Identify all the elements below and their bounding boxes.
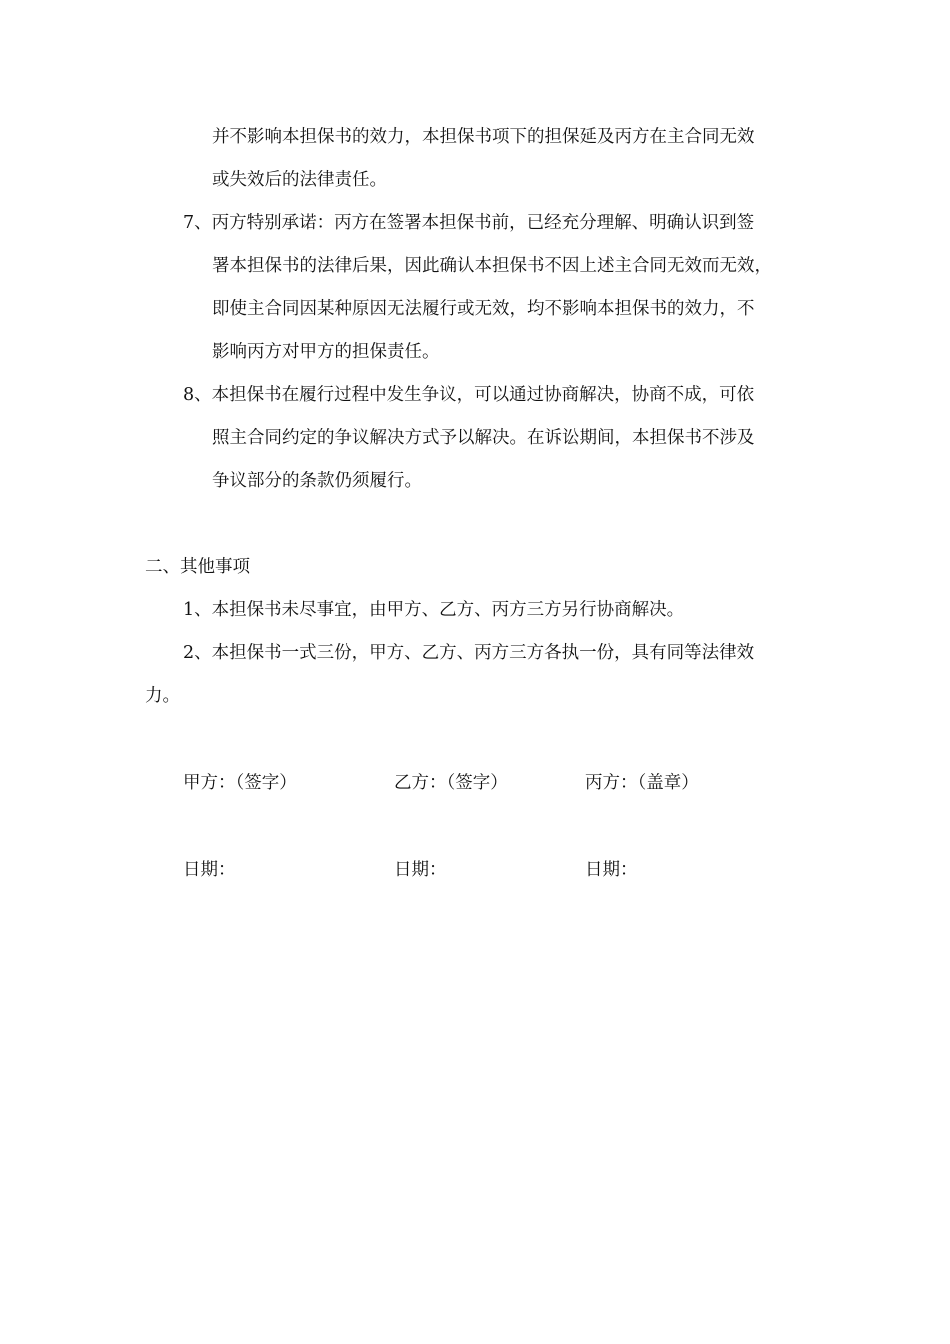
party-c-date-label: 日期： (585, 860, 638, 880)
clause-7-line-3: 即使主合同因某种原因无法履行或无效，均不影响本担保书的效力，不 (212, 299, 755, 319)
clause-8-line-1: 8、本担保书在履行过程中发生争议，可以通过协商解决，协商不成，可依 (183, 385, 755, 405)
party-c-seal-label: 丙方：（盖章） (585, 773, 699, 793)
clause-continuation-line-1: 并不影响本担保书的效力，本担保书项下的担保延及丙方在主合同无效 (212, 127, 755, 147)
section-2-heading: 二、其他事项 (145, 557, 250, 577)
clause-7-line-4: 影响丙方对甲方的担保责任。 (212, 342, 440, 362)
section-2-item-2-line-2: 力。 (145, 686, 180, 706)
clause-7-line-1: 7、丙方特别承诺：丙方在签署本担保书前，已经充分理解、明确认识到签 (183, 213, 755, 233)
party-b-signature-label: 乙方：（签字） (394, 773, 508, 793)
clause-7-line-2: 署本担保书的法律后果，因此确认本担保书不因上述主合同无效而无效， (212, 256, 772, 276)
clause-8-line-2: 照主合同约定的争议解决方式予以解决。在诉讼期间，本担保书不涉及 (212, 428, 755, 448)
section-2-item-2-line-1: 2、本担保书一式三份，甲方、乙方、丙方三方各执一份，具有同等法律效 (183, 643, 755, 663)
party-b-date-label: 日期： (394, 860, 447, 880)
party-a-date-label: 日期： (183, 860, 236, 880)
clause-continuation-line-2: 或失效后的法律责任。 (212, 170, 387, 190)
party-a-signature-label: 甲方：（签字） (183, 773, 297, 793)
section-2-item-1: 1、本担保书未尽事宜，由甲方、乙方、丙方三方另行协商解决。 (183, 600, 685, 620)
clause-8-line-3: 争议部分的条款仍须履行。 (212, 471, 422, 491)
